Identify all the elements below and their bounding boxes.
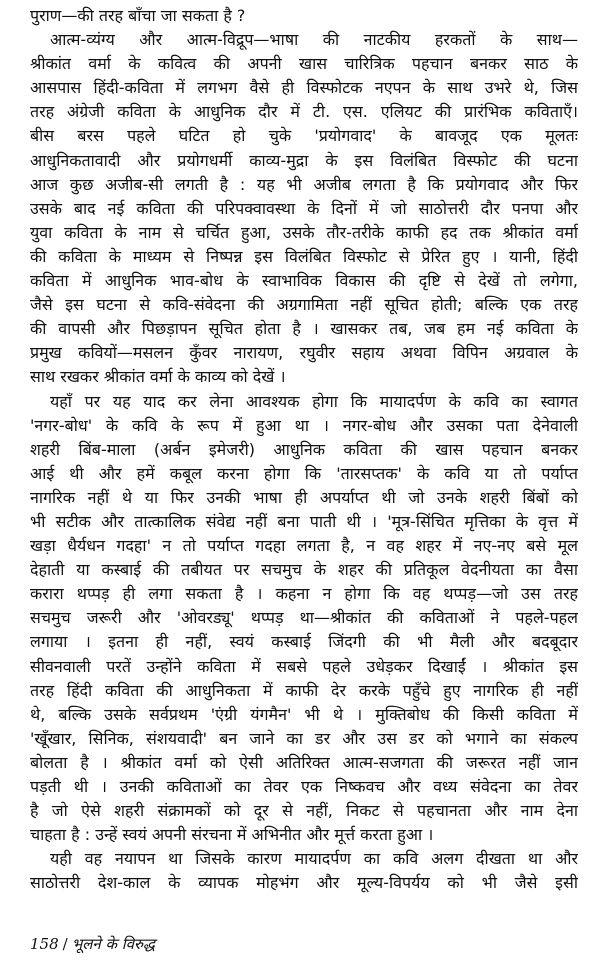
text-line: जैसे इस घटना से कवि-संवेदना की अग्रगामिता नहीं सूचित होती; बल्कि एक तरह [30,295,578,315]
text-line: करारा थप्पड़ ही लगा सकता है । कहना न होगा कि वह थप्पड़—जो उस तरह [30,584,578,604]
text-line: चाहता है : उन्हें स्वयं अपनी संरचना में अभिनीत और मूर्त्त करता हुआ । [30,825,434,845]
text-line: थे, बल्कि उसके सर्वप्रथम 'एंग्री यंगमैन' भी थे । मुक्तिबोध की किसी कविता में [30,704,578,724]
footer-separator: / [62,935,68,953]
text-line: लगाया । इतना ही नहीं, स्वयं कस्बाई जिंदगी की भी मैली और बदबूदार [30,632,578,652]
text-line: देहाती या कस्बाई की तबीयत पर सचमुच के शहर की प्रतिकूल वेदनीयता का वैसा [30,560,578,580]
text-line: साथ रखकर श्रीकांत वर्मा के काव्य को देखें । [30,367,286,387]
text-line: बोलता है । श्रीकांत वर्मा को ऐसी अतिरिक्त आत्म-सजगता की जरूरत नहीं जान [30,752,578,772]
book-title: भूलने के विरुद्ध [71,935,155,953]
text-line: की वापसी और पिछड़ापन सूचित होता है । खासकर तब, जब हम नई कविता के [30,319,578,339]
text-line: सचमुच जरूरी और 'ओवरड्यू' थप्पड़ था—श्रीकांत की कविताओं ने पहले-पहल [30,608,578,628]
text-line: साठोत्तरी देश-काल के व्यापक मोहभंग और मूल्य-विपर्यय को भी जैसे इसी [30,873,578,893]
text-line: भी सटीक और तात्कालिक संवेद्य नहीं बना पाती थी । 'मूत्र-सिंचित मृत्तिका के वृत्त में [30,511,578,531]
text-line: यहाँ पर यह याद कर लेना आवश्यक होगा कि मायादर्पण के कवि का स्वागत [50,391,578,411]
text-line: 'खूँखार, सिनिक, संशयवादी' बन जाने का डर और उस डर को भगाने का संकल्प [30,728,578,748]
book-page-body [30,4,578,895]
text-line: सीवनवाली परतें उन्होंने कविता में सबसे पहले उधेड़कर दिखाईं । श्रीकांत इस [30,656,578,676]
page-number: 158 [30,935,59,953]
text-line: आधुनिकतावादी और प्रयोगधर्मी काव्य-मुद्रा के इस विलंबित विस्फोट की घटना [30,150,578,170]
text-line: श्रीकांत वर्मा के कवित्व की अपनी खास चारित्रिक पहचान बनकर साठ के [30,54,578,74]
text-line: नागरिक नहीं थे या फिर उनकी भाषा ही अपर्याप्त थी जो उनके शहरी बिंबों को [30,487,578,507]
text-line: बीस बरस पहले घटित हो चुके 'प्रयोगवाद' के बावजूद एक मूलतः [30,126,578,146]
text-line: है जो ऐसे शहरी संक्रामकों को दूर से नहीं, निकट से पहचानता और नाम देना [30,801,578,821]
text-line: की कविता के माध्यम से निष्पन्न इस विलंबित विस्फोट से प्रेरित हुए । यानी, हिंदी [30,246,578,266]
text-line: आसपास हिंदी-कविता में लगभग वैसे ही विस्फोटक नएपन के साथ उभरे थे, जिस [30,78,578,98]
text-line: तरह अंग्रेजी कविता के आधुनिक दौर में टी. एस. एलियट की प्रारंभिक कविताएँ। [30,102,578,122]
text-line: आई थी और हमें कबूल करना होगा कि 'तारसप्तक' के कवि या तो पर्याप्त [30,463,578,483]
text-line: 'नगर-बोध' के कवि के रूप में हुआ था । नगर-बोध और उसका पता देनेवाली [30,415,578,435]
text-line: तरह हिंदी कविता की आधुनिकता में काफी देर करके पहुँचे हुए नागरिक ही नहीं [30,680,578,700]
text-line: युवा कविता के नाम से चर्चित हुआ, उसके तौर-तरीके काफी हद तक श्रीकांत वर्मा [30,222,578,242]
text-line: कविता में आधुनिक भाव-बोध के स्वाभाविक विकास की दृष्टि से देखें तो लगेगा, [30,271,578,291]
text-line: पुराण—की तरह बाँचा जा सकता है ? [30,6,246,25]
text-line: पड़ती थी । उनकी कविताओं का तेवर एक निष्कवच और वध्य संवेदना का तेवर [30,777,578,796]
page-footer [30,934,155,954]
text-line: शहरी बिंब-माला (अर्बन इमेजरी) आधुनिक कविता की खास पहचान बनकर [30,439,578,459]
text-line: खड़ा धैर्यधन गदहा' न तो पर्याप्त गदहा लगता है, न वह शहर में नए-नए बसे मूल [30,536,578,556]
text-line: प्रमुख कवियों—मसलन कुँवर नारायण, रघुवीर सहाय अथवा विपिन अग्रवाल के [30,343,578,363]
text-line: आज कुछ अजीब-सी लगती है : यह भी अजीब लगता है कि प्रयोगवाद और फिर [30,174,578,194]
text-line: यही वह नयापन था जिसके कारण मायादर्पण का कवि अलग दीखता था और [50,849,578,869]
text-line: आत्म-व्यंग्य और आत्म-विद्रूप—भाषा की नाटकीय हरकतों के साथ— [50,30,578,50]
text-line: उसके बाद नई कविता की परिपक्वावस्था के दिनों में जो साठोत्तरी दौर पनपा और [30,198,578,218]
